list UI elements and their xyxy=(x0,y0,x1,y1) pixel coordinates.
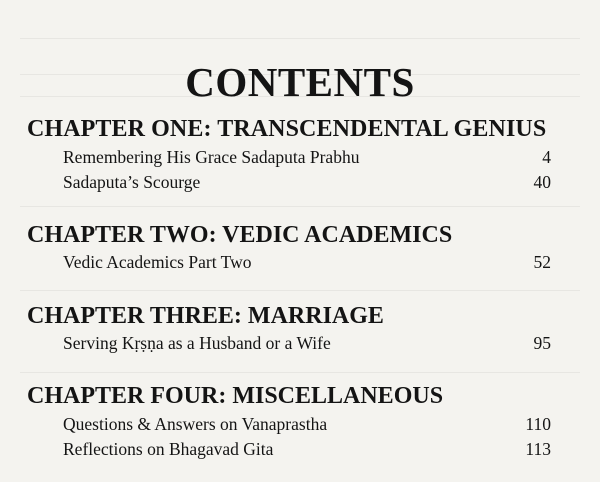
toc-entry-page: 52 xyxy=(533,252,551,272)
toc-entry-title: Remembering His Grace Sadaputa Prabhu xyxy=(63,147,360,167)
chapter-heading-four: CHAPTER FOUR: MISCELLANEOUS xyxy=(27,383,444,409)
toc-entry-title: Questions & Answers on Vanaprastha xyxy=(63,414,328,434)
bleed-through-line xyxy=(20,38,580,39)
bleed-through-line xyxy=(20,290,580,291)
chapter-heading-one: CHAPTER ONE: TRANSCENDENTAL GENIUS xyxy=(27,116,547,142)
toc-entry-title: Serving Kṛṣṇa as a Husband or a Wife xyxy=(63,333,331,353)
toc-entry-title: Sadaputa’s Scourge xyxy=(63,172,201,192)
toc-entry-title: Reflections on Bhagavad Gita xyxy=(63,439,274,459)
page-title: CONTENTS xyxy=(185,59,415,105)
toc-entry-page: 40 xyxy=(533,172,551,192)
bleed-through-line xyxy=(20,372,580,373)
chapter-heading-three: CHAPTER THREE: MARRIAGE xyxy=(27,303,384,329)
bleed-through-line xyxy=(20,206,580,207)
toc-entry-title: Vedic Academics Part Two xyxy=(63,252,252,272)
toc-entry-page: 113 xyxy=(525,439,551,459)
toc-entry-page: 95 xyxy=(533,333,551,353)
chapter-heading-two: CHAPTER TWO: VEDIC ACADEMICS xyxy=(27,222,453,248)
toc-entry-page: 4 xyxy=(542,147,551,167)
toc-entry-page: 110 xyxy=(525,414,551,434)
